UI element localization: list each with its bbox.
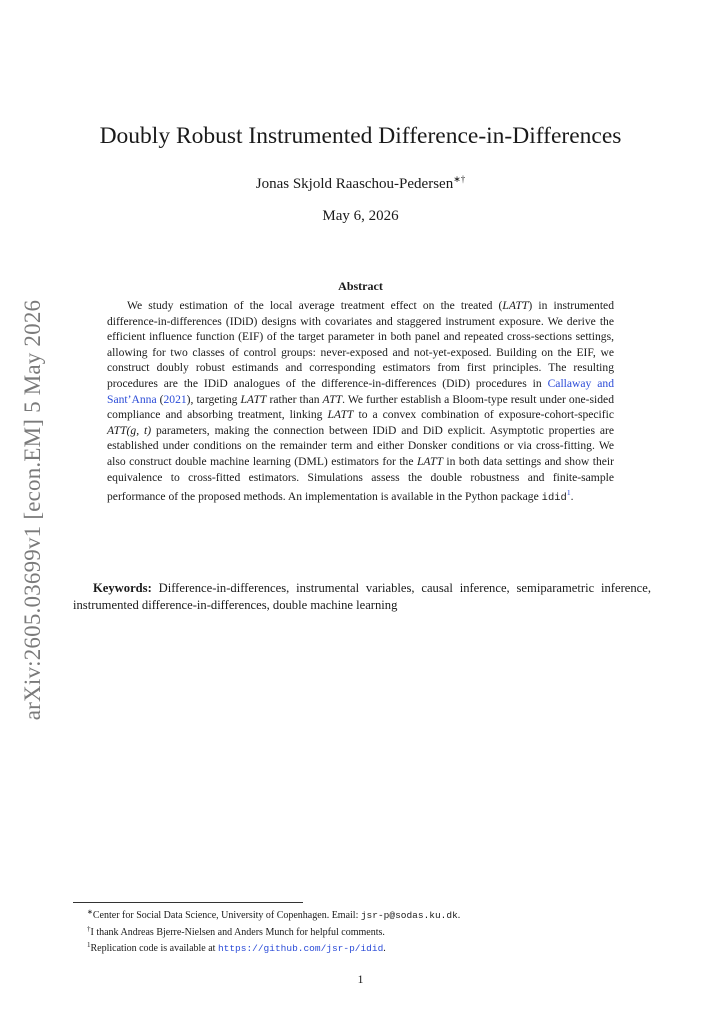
abstract-segment: We study estimation of the local average treatment effect on the treated (	[127, 299, 503, 312]
math-latt: LATT	[327, 408, 354, 422]
footnote-ref-link[interactable]: 1	[566, 488, 571, 498]
package-name: idid	[541, 492, 567, 505]
citation-year-link[interactable]: 2021	[163, 392, 187, 406]
citation-authors[interactable]: Callaway and Sant’Anna	[107, 376, 614, 406]
footnote-mark: 1	[87, 941, 91, 949]
replication-url-link[interactable]: https://github.com/jsr-p/idid	[217, 943, 384, 954]
abstract-segment: to a convex combination of exposure-cohort-specific	[353, 408, 615, 422]
keywords-label: Keywords:	[93, 581, 152, 595]
footnote-text: I thank Andreas Bjerre-Nielsen and Anders Munch for helpful comments.	[90, 926, 385, 938]
footnote-mark: ∗	[87, 908, 93, 916]
footnote-mark: †	[87, 924, 91, 933]
abstract-segment: ) in instrumented difference-in-differences (IDiD) designs with covariates and staggered instrument exposure. We derive the efficient influence function (EIF) of the target parameter in both panel and repeated cross-sections settings, allowing for two classes of control groups: never-exposed and not-yet-exposed. Building on the EIF, we construct doubly robust estimands and corresponding estimators from first principles. The resulting procedures are the IDiD analogues of the difference-in-differences (DiD) procedures in	[107, 299, 615, 390]
footnote-text: Replication code is available at	[90, 943, 218, 954]
footnote-text: Center for Social Data Science, University of Copenhagen. Email:	[92, 910, 361, 921]
keywords-text: Difference-in-differences, instrumental variables, causal inference, semiparametric inference, instrumented difference-in-differences, double machine learning	[73, 581, 651, 612]
math-att: ATT	[322, 392, 343, 406]
paper-date: May 6, 2026	[322, 208, 399, 224]
arxiv-identifier-stamp: arXiv:2605.03699v1 [econ.EM] 5 May 2026	[20, 299, 45, 721]
abstract-text	[107, 298, 614, 507]
math-att-gt: ATT(g, t)	[107, 423, 152, 437]
abstract-segment: parameters, making the connection between IDiD and DiD explicit. Asymptotic properties are established under conditions on the remainder term and either Donsker conditions or via cross-fitting. We also construct double machine learning (DML) estimators for the	[107, 423, 614, 468]
abstract-heading: Abstract	[338, 279, 383, 293]
math-latt: LATT	[416, 454, 443, 468]
footnote-tail: .	[383, 943, 386, 954]
abstract-segment: .	[570, 490, 574, 504]
author-line	[0, 174, 721, 193]
email-address: jsr-p@sodas.ku.dk	[360, 910, 458, 921]
footnote-tail: .	[457, 910, 461, 921]
math-latt: LATT	[502, 299, 529, 312]
abstract-segment: rather than	[266, 392, 323, 406]
abstract-segment: . We further establish a Bloom-type result under one-sided compliance and absorbing treatment, linking	[107, 392, 615, 422]
author-footnote-marks: ∗†	[453, 174, 466, 184]
abstract-segment: in both data settings and show their equivalence to cross-fitted estimators. Simulations assess the double robustness and finite-sample performance of the proposed methods. An implementation is available in the Python package	[107, 454, 614, 504]
footnote-acknowledgements	[73, 923, 651, 940]
abstract-segment: ), targeting	[186, 392, 241, 406]
footnote-affiliation	[73, 906, 651, 923]
math-latt: LATT	[240, 392, 267, 406]
page-number: 1	[357, 972, 364, 986]
footnote-replication	[73, 939, 651, 956]
abstract-segment: (	[156, 392, 164, 406]
footnote-divider	[73, 902, 303, 903]
footnotes	[73, 906, 651, 956]
paper-title: Doubly Robust Instrumented Difference-in-Differences	[99, 123, 622, 149]
keywords-paragraph	[73, 580, 651, 613]
author-name: Jonas Skjold Raaschou-Pedersen	[255, 176, 454, 192]
